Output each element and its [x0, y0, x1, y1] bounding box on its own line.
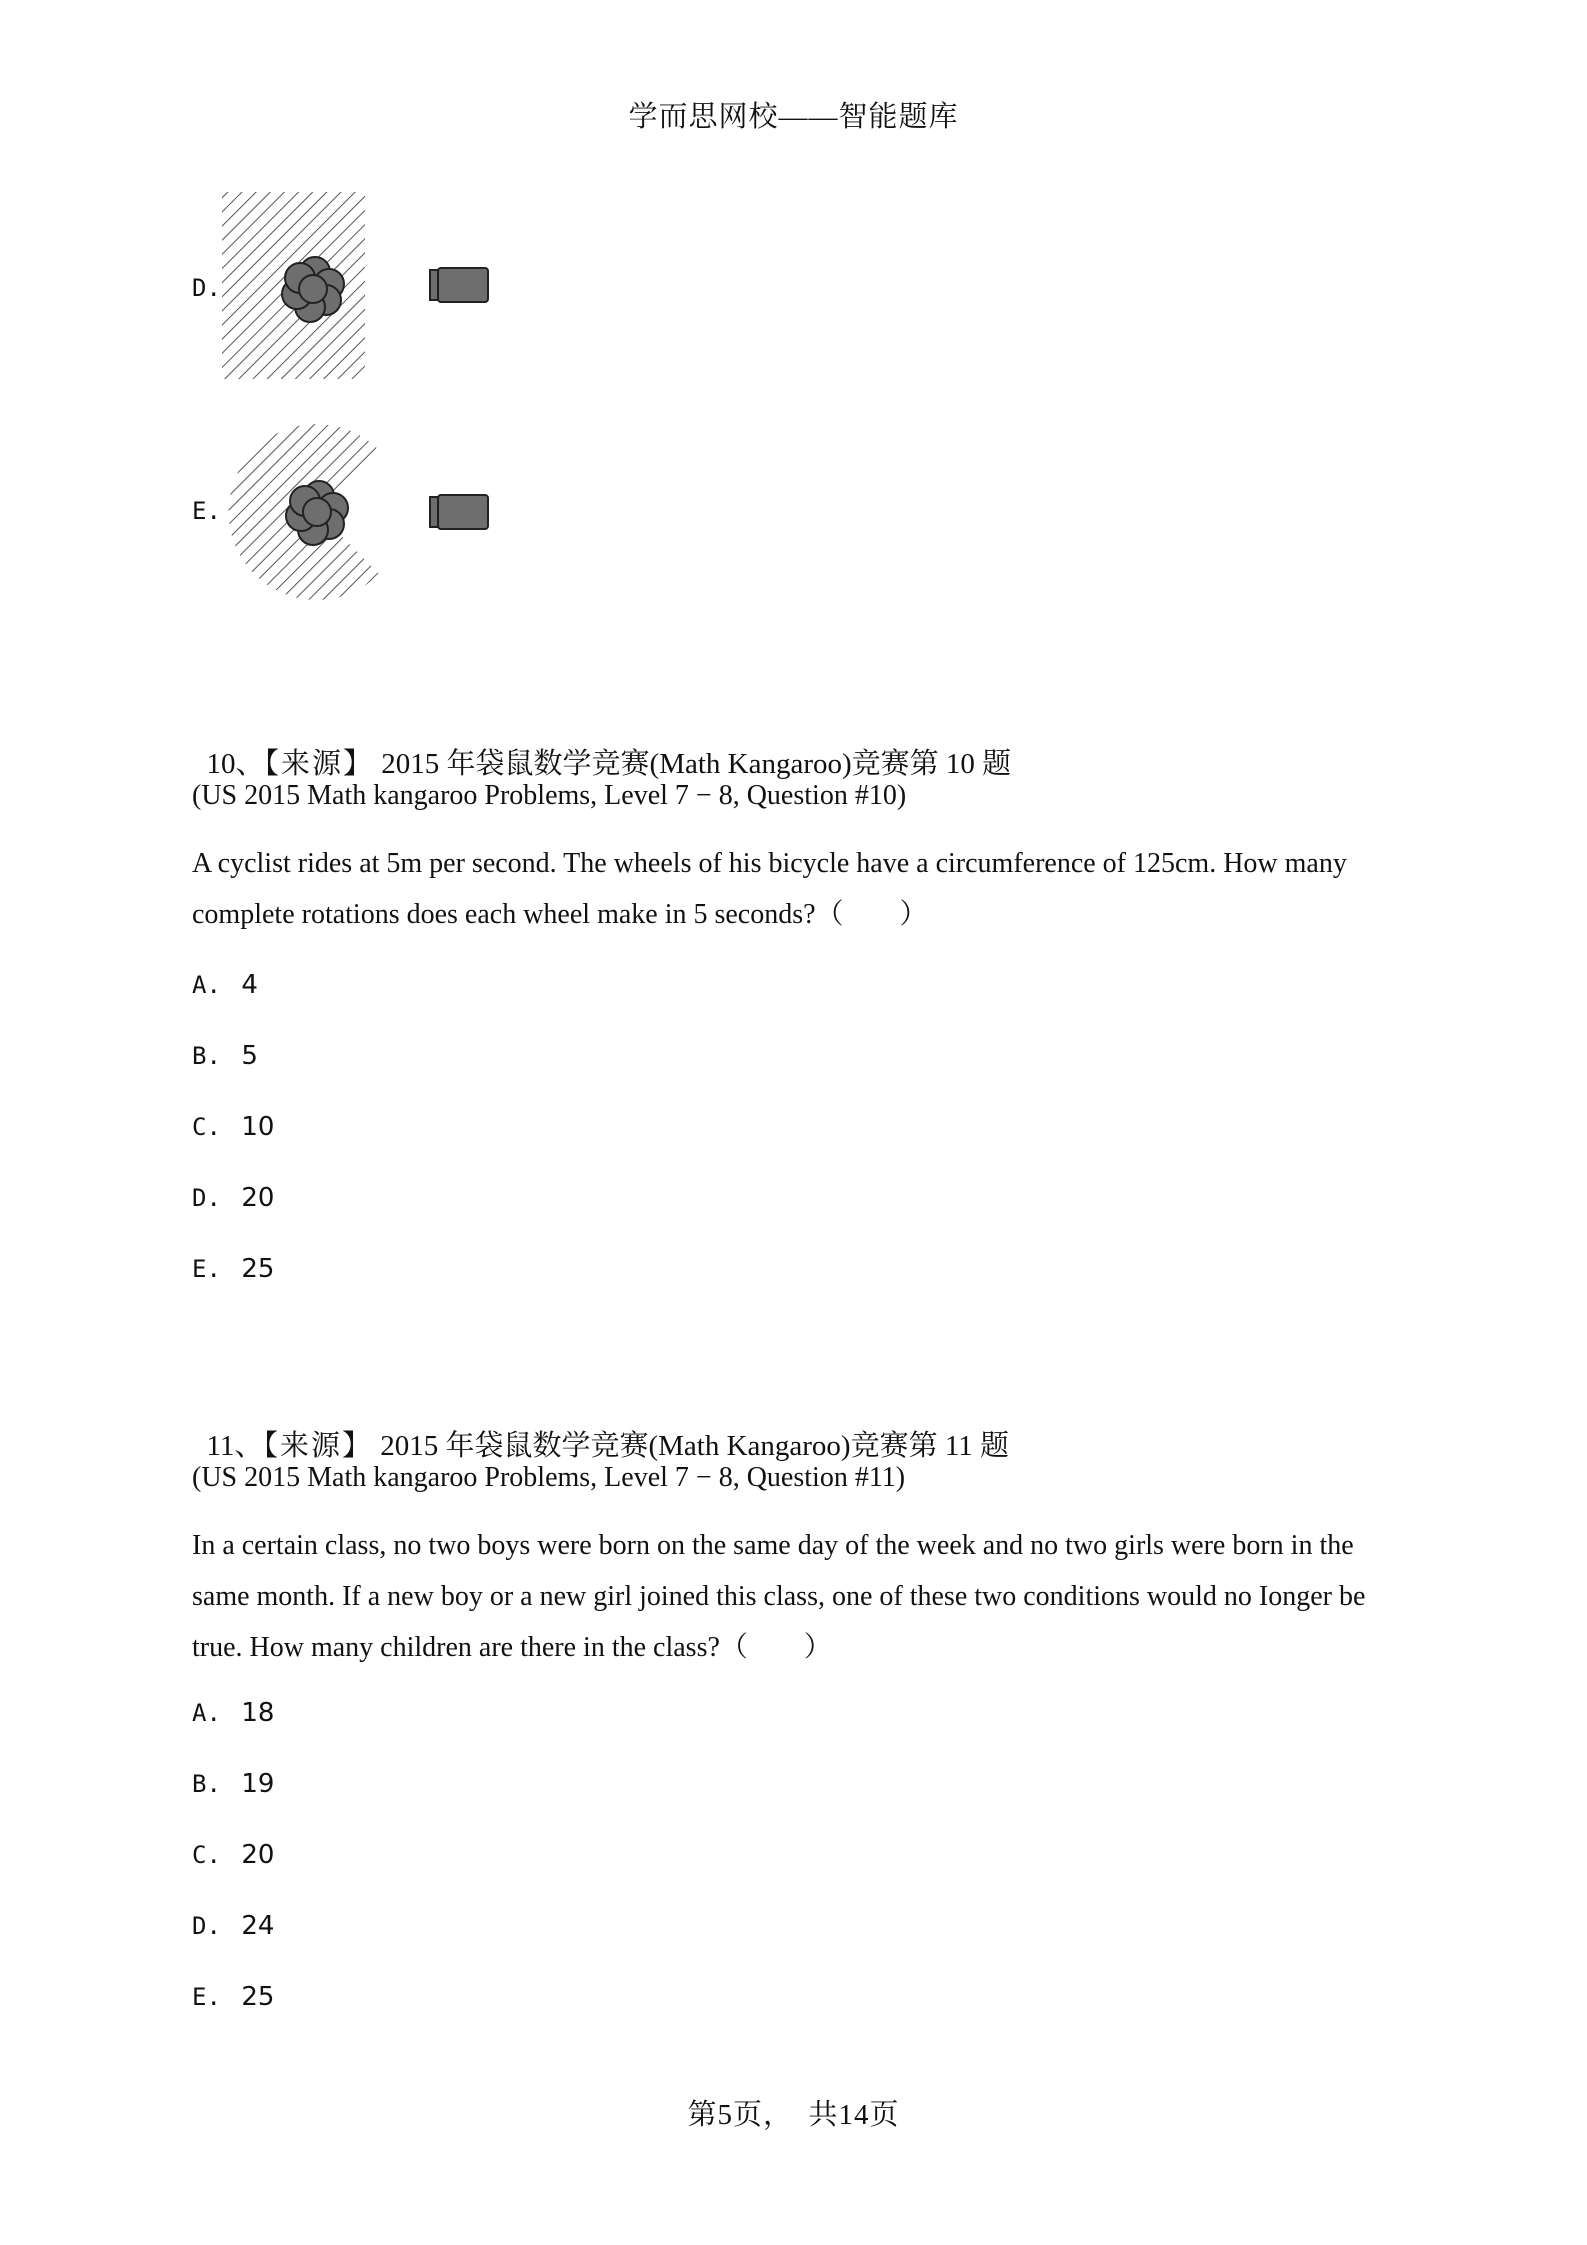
option-value: 19	[241, 1769, 275, 1799]
question-10-header	[192, 708, 1011, 782]
question-body-line: true. How many children are there in the class?（ ）	[192, 1632, 832, 1663]
question-body-line: In a certain class, no two boys were born on the same day of the week and no two girls were born in the	[192, 1530, 1354, 1561]
option-letter: E.	[192, 1983, 221, 2011]
camera-icon	[430, 268, 488, 302]
option-letter: B.	[192, 1770, 221, 1798]
source-label: 【来源】	[264, 748, 375, 780]
question-10-subtitle: (US 2015 Math kangaroo Problems, Level 7 − 8, Question #10)	[192, 780, 907, 811]
question-11-option-c[interactable]	[192, 1840, 274, 1870]
option-letter: C.	[192, 1841, 221, 1869]
figure-option-e-letter: E.	[192, 497, 221, 525]
option-letter: D.	[192, 1184, 221, 1212]
question-body-line: complete rotations does each wheel make in 5 seconds?（ ）	[192, 899, 928, 930]
option-letter: E.	[192, 1255, 221, 1283]
option-value: 18	[241, 1698, 275, 1728]
option-letter: A.	[192, 971, 221, 999]
question-number: 11、	[206, 1430, 264, 1462]
option-letter: A.	[192, 1699, 221, 1727]
figure-option-e-diagram	[215, 410, 515, 610]
option-value: 4	[241, 970, 258, 1000]
option-value: 20	[241, 1840, 275, 1870]
option-letter: D.	[192, 1912, 221, 1940]
question-10-body	[192, 838, 1432, 940]
source-text: 2015 年袋鼠数学竞赛(Math Kangaroo)竞赛第 11 题	[380, 1430, 1009, 1462]
question-11-option-e[interactable]	[192, 1982, 274, 2012]
source-label: 【来源】	[263, 1430, 373, 1462]
source-text: 2015 年袋鼠数学竞赛(Math Kangaroo)竞赛第 10 题	[381, 748, 1012, 780]
option-value: 25	[241, 1254, 275, 1284]
question-11-option-d[interactable]	[192, 1911, 274, 1941]
question-11-option-b[interactable]	[192, 1769, 274, 1799]
question-10-option-c[interactable]	[192, 1112, 274, 1142]
option-value: 5	[241, 1041, 258, 1071]
question-number: 10、	[206, 748, 265, 780]
option-value: 25	[241, 1982, 275, 2012]
question-10-option-a[interactable]	[192, 970, 258, 1000]
question-11-option-a[interactable]	[192, 1698, 274, 1728]
question-body-line: same month. If a new boy or a new girl joined this class, one of these two conditions would no Ionger be	[192, 1581, 1366, 1612]
question-10-option-b[interactable]	[192, 1041, 258, 1071]
option-value: 10	[241, 1112, 275, 1142]
question-10-option-e[interactable]	[192, 1254, 274, 1284]
option-value: 24	[241, 1911, 275, 1941]
page-footer: 第5页， 共14页	[687, 2099, 900, 2131]
option-letter: C.	[192, 1113, 221, 1141]
question-11-subtitle: (US 2015 Math kangaroo Problems, Level 7 − 8, Question #11)	[192, 1462, 906, 1493]
question-10-option-d[interactable]	[192, 1183, 274, 1213]
camera-icon	[430, 495, 488, 529]
question-11-header	[192, 1390, 1009, 1464]
figure-option-d-diagram	[215, 190, 515, 390]
question-body-line: A cyclist rides at 5m per second. The wheels of his bicycle have a circumference of 125cm. How many	[192, 848, 1347, 879]
option-letter: B.	[192, 1042, 221, 1070]
page-header: 学而思网校——智能题库	[628, 101, 959, 133]
figure-option-d-letter: D.	[192, 274, 221, 302]
option-value: 20	[241, 1183, 275, 1213]
question-11-body	[192, 1520, 1432, 1673]
